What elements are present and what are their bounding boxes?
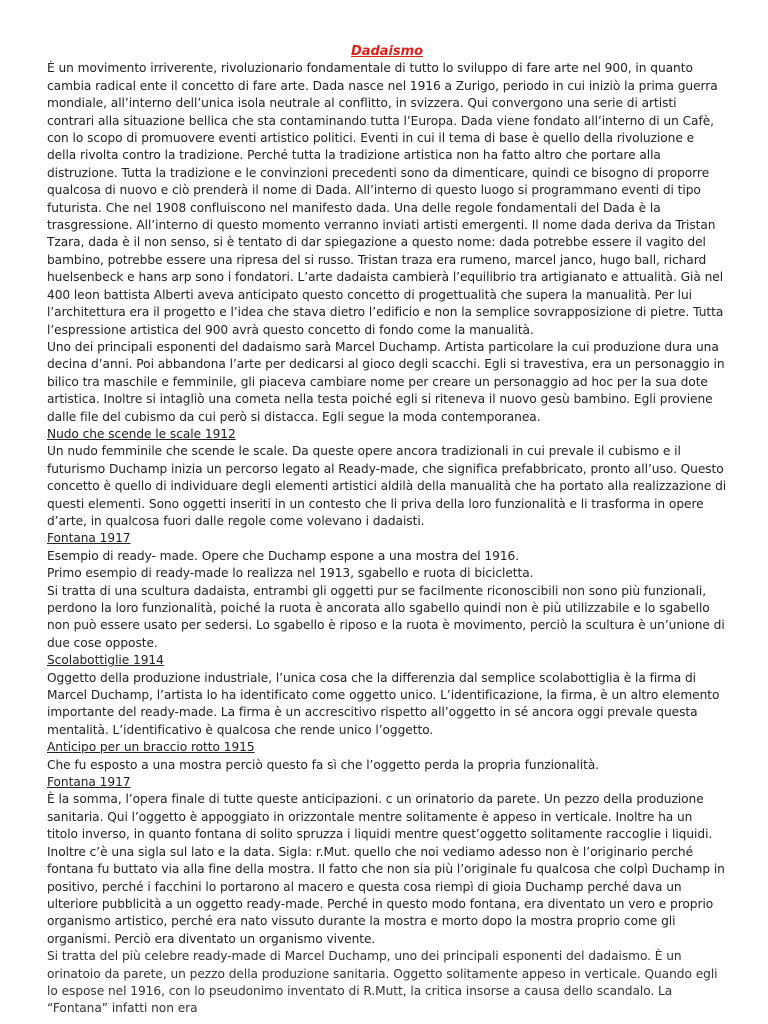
paragraph: Un nudo femminile che scende le scale. Da queste opere ancora tradizionali in cui prevale il cubismo e il futurismo Duchamp inizia un percorso legato al Ready-made, che significa prefabbricato, pronto all’uso. Questo concetto è quello di individuare degli elementi artistici aldilà della manualità che ha portato alla realizzazione di questi elementi. Sono oggetti inseriti in un contesto che li priva della loro funzionalità e li trasforma in opere d’arte, in qualcosa fuori dalle regole come volevano i dadaisti.	[47, 444, 727, 528]
paragraph: Si tratta del più celebre ready-made di Marcel Duchamp, uno dei principali esponenti del dadaismo. È un orinatoio da parete, un pezzo della produzione sanitaria. Oggetto solitamente appeso in verticale. Quando egli lo espose nel 1916, con lo pseudonimo inventato di R.Mutt, la critica insorse a causa dello scandalo. La “Fontana” infatti non era	[47, 949, 718, 1016]
document-title: Dadaismo	[351, 44, 423, 59]
section-heading: Fontana 1917	[47, 775, 131, 790]
paragraph: Uno dei principali esponenti del dadaismo sarà Marcel Duchamp. Artista particolare la cui produzione dura una decina d’anni. Poi abbandona l’arte per dedicarsi al gioco degli scacchi. Egli si travestiva, era un personaggio in bilico tra maschile e femminile, gli piaceva cambiare nome per creare un personaggio ad hoc per la sua dote artistica. Inoltre si intagliò una cometa nella testa poiché egli si riteneva il nuovo gesù bambino. Egli proviene dalle file del cubismo da cui però si distacca. Egli segue la moda contemporanea.	[47, 339, 725, 424]
paragraph: È un movimento irriverente, rivoluzionario fondamentale di tutto lo sviluppo di fare arte nel 900, in quanto cambia radical ente il concetto di fare arte. Dada nasce nel 1916 a Zurigo, periodo in cui iniziò la prima guerra mondiale, all’interno dell’unica isola neutrale al conflitto, in svizzera. Qui convergono una serie di artisti contrari alla situazione bellica che sta contaminando tutta l’Europa. Dada viene fondato all’interno di un Cafè, con lo scopo di promuovere eventi artistico politici. Eventi in cui il tema di base è quello della rivoluzione e della rivolta contro la tradizione. Perché tutta la tradizione artistica non ha fatto altro che portare alla distruzione. Tutta la tradizione e le convinzioni precedenti sono da dimenticare, quindi ce bisogno di proporre qualcosa di nuovo e ciò prenderà il nome di Dada. All’interno di questo luogo si programmano eventi di tipo futurista. Che nel 1908 confluiscono nel manifesto dada. Una delle regole fondamentali del Dada è la trasgressione. All’interno di questo momento verranno inviati artisti emergenti. Il nome dada deriva da Tristan Tzara, dada è il non senso, si è tentato di dar spiegazione a questo nome: dada potrebbe essere il vagito del bambino, potrebbe essere una ripresa del si russo. Tristan traza era rumeno, marcel janco, hugo ball, richard huelsenbeck e hans arp sono i fondatori. L’arte dadaista cambierà l’equilibrio tra artigianato e attualità. Già nel 400 leon battista Alberti aveva anticipato questo concetto di progettualità che supera la manualità. Per lui l’architettura era il progetto e l’idea che stava dietro l’edificio e non la semplice sovrapposizione di pietre. Tutta l’espressione artistica del 900 avrà questo concetto di fondo come la manualità.	[47, 61, 724, 337]
paragraph: Primo esempio di ready-made lo realizza nel 1913, sgabello e ruota di bicicletta.	[47, 566, 534, 581]
paragraph: Si tratta di una scultura dadaista, entrambi gli oggetti pur se facilmente riconoscibili non sono più funzionali, perdono la loro funzionalità, poiché la ruota è ancorata allo sgabello quindi non è più utilizzabile e lo sgabello non può essere usato per sedersi. Lo sgabello è riposo e la ruota è movimento, perciò la scultura è un’unione di due cose opposte.	[47, 583, 725, 650]
document-page	[47, 43, 727, 1018]
paragraph: Oggetto della produzione industriale, l’unica cosa che la differenzia dal semplice scolabottiglia è la firma di Marcel Duchamp, l’artista lo ha identificato come oggetto unico. L’identificazione, la firma, è un altro elemento importante del ready-made. La firma è un accrescitivo rispetto all’oggetto in sé ancora oggi prevale questa mentalità. L’identificativo è qualcosa che rende unico l’oggetto.	[47, 670, 720, 737]
paragraph: Esempio di ready- made. Opere che Duchamp espone a una mostra del 1916.	[47, 548, 520, 563]
section-heading: Fontana 1917	[47, 531, 131, 546]
section-heading: Scolabottiglie 1914	[47, 653, 164, 668]
section-heading: Nudo che scende le scale 1912	[47, 426, 236, 441]
document-body	[47, 60, 727, 1017]
paragraph: È la somma, l’opera finale di tutte queste anticipazioni. c un orinatorio da parete. Un pezzo della produzione sanitaria. Qui l’oggetto è appoggiato in orizzontale mentre solitamente è appeso in verticale. Inoltre ha un titolo inverso, in quanto fontana di solito spruzza i liquidi mentre quest’oggetto solitamente raccoglie i liquidi. Inoltre c’è una sigla sul lato e la data. Sigla: r.Mut. quello che noi vediamo adesso non è l’originario perché fontana fu buttato via alla fine della mostra. Il fatto che non sia più l’originale fu qualcosa che colpì Duchamp in positivo, perché i facchini lo portarono al macero e questa cosa riempì di gioia Duchamp perché dava un ulteriore pubblicità a un oggetto ready-made. Perché in questo modo fontana, era diventato un vero e proprio organismo artistico, perché era nato vissuto durante la mostra e morto dopo la mostra proprio come gli organismi. Perciò era diventato un organismo vivente.	[47, 792, 725, 946]
paragraph: Che fu esposto a una mostra perciò questo fa sì che l’oggetto perda la propria funzionalità.	[47, 757, 600, 772]
section-heading: Anticipo per un braccio rotto 1915	[47, 740, 255, 755]
